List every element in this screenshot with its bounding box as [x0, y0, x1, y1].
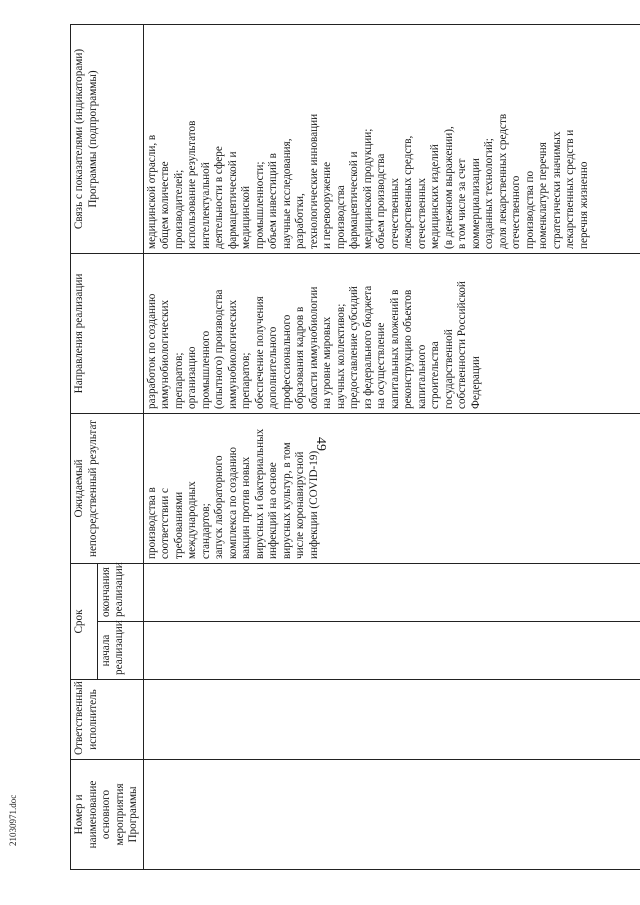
header-indicators: Связь с показателями (индикаторами) Программы (подпрограммы) — [71, 25, 144, 254]
header-end: окончания реализации — [97, 564, 143, 622]
header-directions: Направления реализации — [71, 254, 144, 414]
header-term: Срок — [71, 564, 98, 680]
rotated-table-container — [70, 25, 640, 870]
cell-result — [143, 414, 640, 564]
header-start: начала реализации — [97, 622, 143, 680]
header-row-1 — [71, 25, 98, 870]
header-result: Ожидаемый непосредственный результат — [71, 414, 144, 564]
cell-event — [143, 760, 640, 870]
result-text: производства в соответствии с требованиями международных стандартов; запуск лабораторного комплекса по созданию вакцин против новых вирусных и бактериальных инфекций на основе вирусных культур, в том числе коронавирусной инфекции (COVID-19) — [145, 428, 320, 559]
header-event: Номер и наименование основного мероприятия Программы — [71, 760, 144, 870]
cell-end — [143, 564, 640, 622]
cell-executor — [143, 680, 640, 760]
cell-directions — [143, 254, 640, 414]
indicators-text: медицинской отрасли, в общем количестве производителей; использование результатов интеллектуальной деятельности в сфере фармацевтической и медицинской промышленности; объем инвестиций в научные исследования, разработки, технологические инновации и перевооружение производства фармацевтической и медицинской продукции; объем производства отечественных лекарственных средств, отечественных медицинских изделий (в денежном выражении), в том числе за счет коммерциализации созданных технологий; доля лекарственных средств отечественного производства по номенклатуре перечня стратегически значимых лекарственных средств и перечня жизненно — [145, 113, 590, 249]
directions-text: разработок по созданию иммунобиологических препаратов; организацию промышленного (опытного) производства иммунобиологических препаратов; обеспечение получения дополнительного профессионального образования кадров в области иммунобиологии на уровне мировых научных коллективов; предоставление субсидий из федерального бюджета на осуществление капитальных вложений в реконструкцию объектов капитального строительства государственной собственности Российской Федерации — [145, 281, 482, 409]
table-row — [143, 25, 640, 870]
cell-start — [143, 622, 640, 680]
cell-indicators — [143, 25, 640, 254]
program-table — [70, 24, 640, 870]
header-executor: Ответственный исполнитель — [71, 680, 144, 760]
document-footer: 21030971.doc — [8, 794, 18, 846]
page-number: 49 — [313, 437, 328, 451]
